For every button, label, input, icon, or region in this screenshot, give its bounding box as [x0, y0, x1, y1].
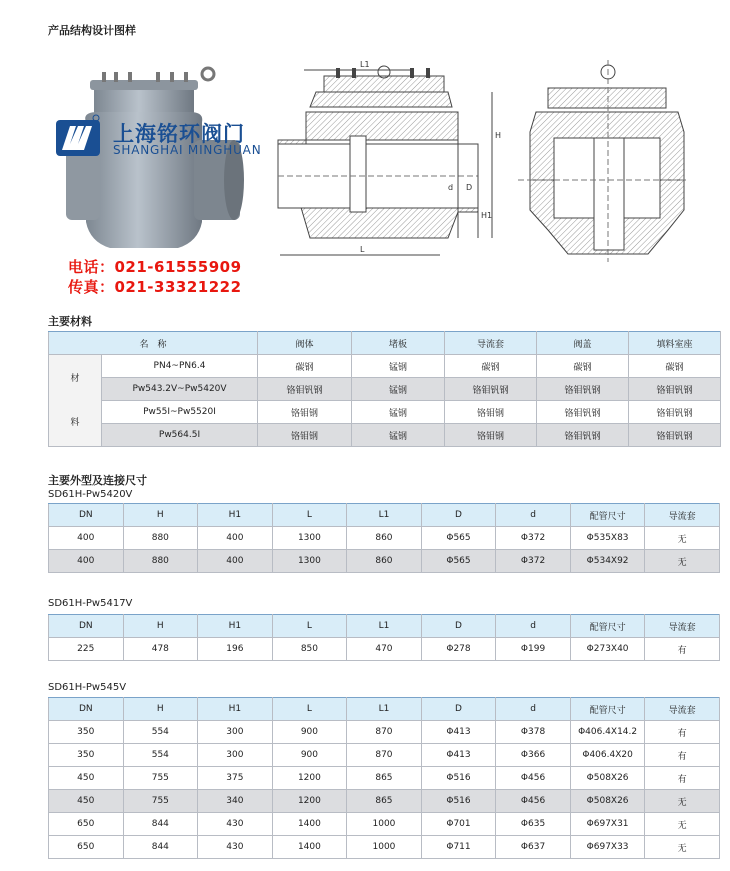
- col-l: L: [272, 504, 347, 527]
- table-cell: 375: [198, 767, 273, 790]
- table-cell: 碳钢: [537, 355, 629, 378]
- materials-title: 主要材料: [48, 315, 92, 328]
- table-cell: 870: [347, 744, 422, 767]
- table-cell: Φ635: [496, 813, 571, 836]
- col-h: H: [123, 504, 198, 527]
- table-cell: 450: [49, 790, 124, 813]
- table-cell: 碳钢: [629, 355, 721, 378]
- table-cell: 844: [123, 813, 198, 836]
- table-cell: 锰钢: [352, 378, 445, 401]
- table-cell: 锰钢: [352, 424, 445, 447]
- table-cell: 1400: [272, 836, 347, 859]
- table-cell: 铬钼钢: [258, 424, 352, 447]
- col-d-outer: D: [421, 615, 496, 638]
- table-cell: Φ697X31: [570, 813, 645, 836]
- table-cell: Φ406.4X20: [570, 744, 645, 767]
- contact-fax: 传真：021-33321222: [68, 278, 242, 296]
- col-d-outer: D: [421, 504, 496, 527]
- table-cell: 碳钢: [445, 355, 537, 378]
- table-row: [49, 527, 720, 550]
- table-cell: 铬钼钢: [445, 401, 537, 424]
- materials-header-sleeve: 导流套: [445, 332, 537, 355]
- brand-logo: [56, 115, 100, 156]
- table-cell: 340: [198, 790, 273, 813]
- label-L1: L1: [360, 60, 370, 69]
- col-l1: L1: [347, 504, 422, 527]
- table-cell: 900: [272, 744, 347, 767]
- table-cell: Φ701: [421, 813, 496, 836]
- col-d-outer: D: [421, 698, 496, 721]
- table-cell: 850: [272, 638, 347, 661]
- table-cell: 无: [645, 527, 720, 550]
- model-title: SD61H-Pw5417V: [48, 598, 133, 609]
- table-cell: Φ508X26: [570, 790, 645, 813]
- table-cell: 554: [123, 721, 198, 744]
- table-cell: 350: [49, 721, 124, 744]
- table-cell: 196: [198, 638, 273, 661]
- table-cell: 865: [347, 767, 422, 790]
- table-row: [49, 813, 720, 836]
- table-cell: 无: [645, 550, 720, 573]
- col-sleeve: 导流套: [645, 504, 720, 527]
- table-cell: 无: [645, 813, 720, 836]
- table-cell: Pw55I~Pw5520I: [102, 401, 258, 424]
- table-cell: 有: [645, 638, 720, 661]
- table-cell: 有: [645, 721, 720, 744]
- table-cell: 无: [645, 836, 720, 859]
- table-cell: 有: [645, 744, 720, 767]
- dimensions-table-1: [48, 503, 720, 573]
- page-title: 产品结构设计图样: [48, 24, 136, 37]
- col-h: H: [123, 698, 198, 721]
- col-d-inner: d: [496, 615, 571, 638]
- table-cell: Φ516: [421, 790, 496, 813]
- table-cell: 300: [198, 744, 273, 767]
- table-cell: 400: [198, 527, 273, 550]
- model-title: SD61H-Pw545V: [48, 682, 127, 693]
- table-cell: 880: [123, 527, 198, 550]
- table-cell: 1000: [347, 813, 422, 836]
- table-cell: 碳钢: [258, 355, 352, 378]
- table-cell: 900: [272, 721, 347, 744]
- brand-name-cn: 上海铭环阀门: [113, 122, 245, 146]
- col-h1: H1: [198, 698, 273, 721]
- table-cell: Φ413: [421, 744, 496, 767]
- model-title: SD61H-Pw5420V: [48, 489, 133, 500]
- table-cell: Φ534X92: [570, 550, 645, 573]
- table-cell: 铬钼钒钢: [537, 378, 629, 401]
- col-l: L: [272, 615, 347, 638]
- table-cell: Φ565: [421, 527, 496, 550]
- col-dn: DN: [49, 698, 124, 721]
- table-cell: Φ535X83: [570, 527, 645, 550]
- table-cell: Φ697X33: [570, 836, 645, 859]
- materials-header-plug: 堵板: [352, 332, 445, 355]
- table-cell: 无: [645, 790, 720, 813]
- table-cell: Φ637: [496, 836, 571, 859]
- table-cell: 1200: [272, 767, 347, 790]
- table-cell: 844: [123, 836, 198, 859]
- table-cell: 400: [49, 550, 124, 573]
- label-d: d: [448, 183, 454, 192]
- col-l: L: [272, 698, 347, 721]
- col-pipe-size: 配管尺寸: [570, 698, 645, 721]
- col-l1: L1: [347, 698, 422, 721]
- table-cell: Pw564.5I: [102, 424, 258, 447]
- table-cell: 478: [123, 638, 198, 661]
- table-row: [49, 424, 721, 447]
- table-cell: Φ516: [421, 767, 496, 790]
- col-sleeve: 导流套: [645, 615, 720, 638]
- table-row: [49, 550, 720, 573]
- table-cell: Φ372: [496, 550, 571, 573]
- table-cell: 300: [198, 721, 273, 744]
- label-L: L: [360, 245, 365, 254]
- table-cell: Φ278: [421, 638, 496, 661]
- table-cell: 铬钼钢: [445, 424, 537, 447]
- materials-header-bonnet: 阀盖: [537, 332, 629, 355]
- table-cell: Φ372: [496, 527, 571, 550]
- table-cell: 铬钼钒钢: [445, 378, 537, 401]
- table-row: [49, 355, 721, 378]
- col-d-inner: d: [496, 504, 571, 527]
- table-cell: 1400: [272, 813, 347, 836]
- materials-header-name: 名 称: [49, 332, 258, 355]
- table-cell: 225: [49, 638, 124, 661]
- table-cell: PN4~PN6.4: [102, 355, 258, 378]
- table-cell: 860: [347, 527, 422, 550]
- table-cell: Φ199: [496, 638, 571, 661]
- table-cell: 有: [645, 767, 720, 790]
- col-dn: DN: [49, 504, 124, 527]
- col-h: H: [123, 615, 198, 638]
- table-cell: Φ508X26: [570, 767, 645, 790]
- table-cell: 1300: [272, 527, 347, 550]
- dimensions-table-2: [48, 614, 720, 661]
- table-cell: 锰钢: [352, 355, 445, 378]
- col-sleeve: 导流套: [645, 698, 720, 721]
- label-D: D: [466, 183, 473, 192]
- table-row: [49, 767, 720, 790]
- table-cell: 554: [123, 744, 198, 767]
- table-row: [49, 836, 720, 859]
- table-cell: Φ378: [496, 721, 571, 744]
- table-row: [49, 744, 720, 767]
- dimensions-title: 主要外型及连接尺寸: [48, 474, 147, 487]
- brand-name-en: SHANGHAI MINGHUAN: [113, 143, 262, 157]
- table-row: [49, 401, 721, 424]
- table-cell: 1000: [347, 836, 422, 859]
- table-row: [49, 638, 720, 661]
- col-pipe-size: 配管尺寸: [570, 504, 645, 527]
- table-cell: 470: [347, 638, 422, 661]
- table-cell: 880: [123, 550, 198, 573]
- materials-table: [48, 331, 721, 447]
- table-cell: Pw543.2V~Pw5420V: [102, 378, 258, 401]
- table-cell: 860: [347, 550, 422, 573]
- table-cell: 铬钼钒钢: [629, 401, 721, 424]
- table-cell: 锰钢: [352, 401, 445, 424]
- table-cell: 铬钼钒钢: [258, 378, 352, 401]
- col-pipe-size: 配管尺寸: [570, 615, 645, 638]
- table-cell: Φ366: [496, 744, 571, 767]
- dimensions-table-3: [48, 697, 720, 859]
- table-row: [49, 721, 720, 744]
- table-cell: 430: [198, 836, 273, 859]
- table-cell: Φ413: [421, 721, 496, 744]
- table-cell: 1200: [272, 790, 347, 813]
- table-cell: Φ456: [496, 767, 571, 790]
- table-cell: 350: [49, 744, 124, 767]
- col-dn: DN: [49, 615, 124, 638]
- materials-side-label: 材 料: [49, 355, 102, 447]
- table-cell: 铬钼钒钢: [629, 378, 721, 401]
- valve-photo: [66, 68, 244, 248]
- table-cell: 铬钼钒钢: [629, 424, 721, 447]
- side-drawing: [518, 60, 688, 262]
- table-cell: 450: [49, 767, 124, 790]
- table-cell: Φ456: [496, 790, 571, 813]
- table-cell: 铬钼钢: [258, 401, 352, 424]
- col-h1: H1: [198, 504, 273, 527]
- materials-header-packing-seat: 填料室座: [629, 332, 721, 355]
- materials-header-body: 阀体: [258, 332, 352, 355]
- table-cell: 650: [49, 813, 124, 836]
- section-drawing: [278, 66, 492, 255]
- table-cell: 1300: [272, 550, 347, 573]
- contact-phone: 电话：021-61555909: [68, 258, 242, 276]
- table-cell: 430: [198, 813, 273, 836]
- table-cell: Φ565: [421, 550, 496, 573]
- table-cell: 865: [347, 790, 422, 813]
- table-cell: 400: [49, 527, 124, 550]
- table-cell: Φ406.4X14.2: [570, 721, 645, 744]
- table-cell: Φ711: [421, 836, 496, 859]
- col-l1: L1: [347, 615, 422, 638]
- table-cell: 755: [123, 767, 198, 790]
- table-cell: 400: [198, 550, 273, 573]
- col-d-inner: d: [496, 698, 571, 721]
- table-row: [49, 378, 721, 401]
- table-cell: 650: [49, 836, 124, 859]
- table-row: [49, 790, 720, 813]
- table-cell: Φ273X40: [570, 638, 645, 661]
- table-cell: 755: [123, 790, 198, 813]
- table-cell: 铬钼钒钢: [537, 424, 629, 447]
- label-H: H: [495, 131, 502, 140]
- table-cell: 870: [347, 721, 422, 744]
- table-cell: 铬钼钒钢: [537, 401, 629, 424]
- col-h1: H1: [198, 615, 273, 638]
- label-H1: H1: [481, 211, 493, 220]
